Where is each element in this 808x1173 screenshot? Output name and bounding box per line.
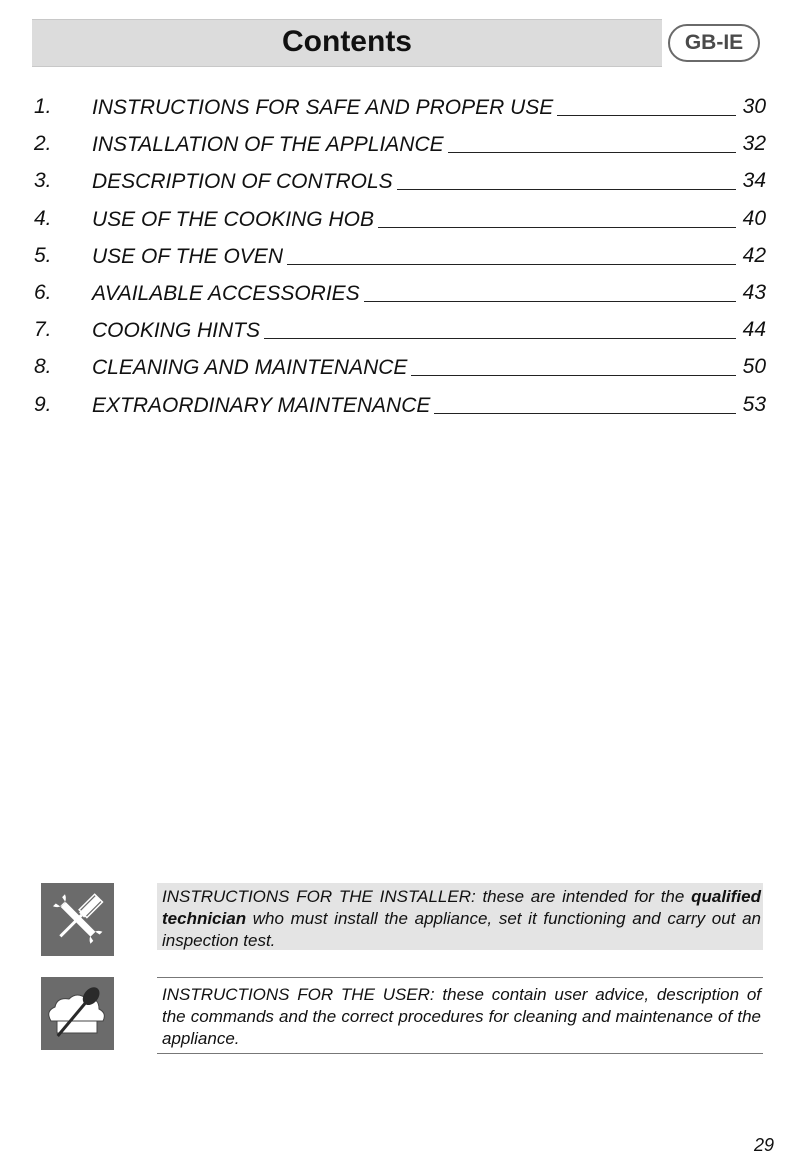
toc-item-label-row (92, 169, 736, 194)
toc-item-number: 2. (34, 132, 52, 156)
chef-hat-spoon-icon (41, 977, 114, 1050)
toc-item-number: 3. (34, 169, 52, 193)
toc-leader-line (448, 134, 736, 153)
toc-item-number: 8. (34, 355, 52, 379)
toc-item-page: 42 (742, 243, 766, 267)
toc-leader-line (378, 209, 736, 228)
toc-item-label: DESCRIPTION OF CONTROLS (92, 170, 393, 194)
toc-leader-line (287, 246, 736, 265)
toc-item-label-row (92, 281, 736, 306)
toc-leader-line (557, 97, 736, 116)
toc-item-label: CLEANING AND MAINTENANCE (92, 356, 408, 380)
user-note-text: INSTRUCTIONS FOR THE USER: these contain user advice, description of the commands and the correct procedures for cleaning and maintenance of the appliance. (157, 977, 763, 1054)
toc-item-page: 32 (742, 132, 766, 156)
toc-item-label-row (92, 95, 736, 120)
title-bar (32, 19, 662, 67)
toc-item-label-row (92, 393, 736, 418)
toc-item-number: 5. (34, 243, 52, 267)
toc-item-label-row (92, 318, 736, 343)
toc-item-number: 9. (34, 392, 52, 416)
toc-item-label: AVAILABLE ACCESSORIES (92, 282, 360, 305)
toc-leader-line (264, 320, 736, 339)
toc-item-page: 30 (742, 95, 766, 118)
toc-item[interactable] (0, 244, 808, 281)
toc-item-number: 6. (34, 281, 52, 304)
toc-item-label: EXTRAORDINARY MAINTENANCE (92, 393, 431, 417)
toc-item[interactable] (0, 393, 808, 430)
toc-item-page: 40 (742, 206, 766, 230)
toc-item-page: 53 (742, 392, 766, 416)
toc-item-number: 4. (34, 206, 52, 230)
toc-item-label: INSTRUCTIONS FOR SAFE AND PROPER USE (92, 96, 554, 119)
toc-item-label: USE OF THE OVEN (92, 244, 283, 268)
toc-item[interactable] (0, 132, 808, 169)
toc-item[interactable] (0, 207, 808, 244)
toc-item-label-row (92, 207, 736, 232)
toc-item[interactable] (0, 318, 808, 355)
toc-item-label-row (92, 355, 736, 380)
toc-item-page: 50 (742, 355, 766, 379)
toc-leader-line (364, 283, 736, 302)
toc-item-label: USE OF THE COOKING HOB (92, 207, 374, 231)
toc-leader-line (411, 357, 736, 376)
wrench-screwdriver-icon (41, 883, 114, 956)
toc-item-page: 44 (742, 318, 766, 342)
toc-item-label: INSTALLATION OF THE APPLIANCE (92, 133, 444, 157)
installer-note-text: INSTRUCTIONS FOR THE INSTALLER: these are intended for the qualified technician who must install the appliance, set it functioning and carry out an inspection test. (157, 883, 763, 950)
toc-item-label-row (92, 132, 736, 157)
language-badge: GB-IE (668, 24, 760, 62)
toc-item[interactable] (0, 95, 808, 132)
toc-item-page: 43 (742, 281, 766, 304)
page-number: 29 (753, 1135, 774, 1155)
toc-item-number: 1. (34, 95, 52, 118)
toc-leader-line (434, 395, 736, 414)
toc-leader-line (397, 171, 736, 190)
toc-item-page: 34 (742, 169, 766, 193)
toc-item-label: COOKING HINTS (92, 319, 261, 343)
page-title: Contents (282, 25, 412, 58)
toc-item-number: 7. (34, 318, 52, 342)
toc-item[interactable] (0, 355, 808, 392)
toc-item[interactable] (0, 281, 808, 318)
toc-item-label-row (92, 244, 736, 269)
toc-item[interactable] (0, 169, 808, 206)
